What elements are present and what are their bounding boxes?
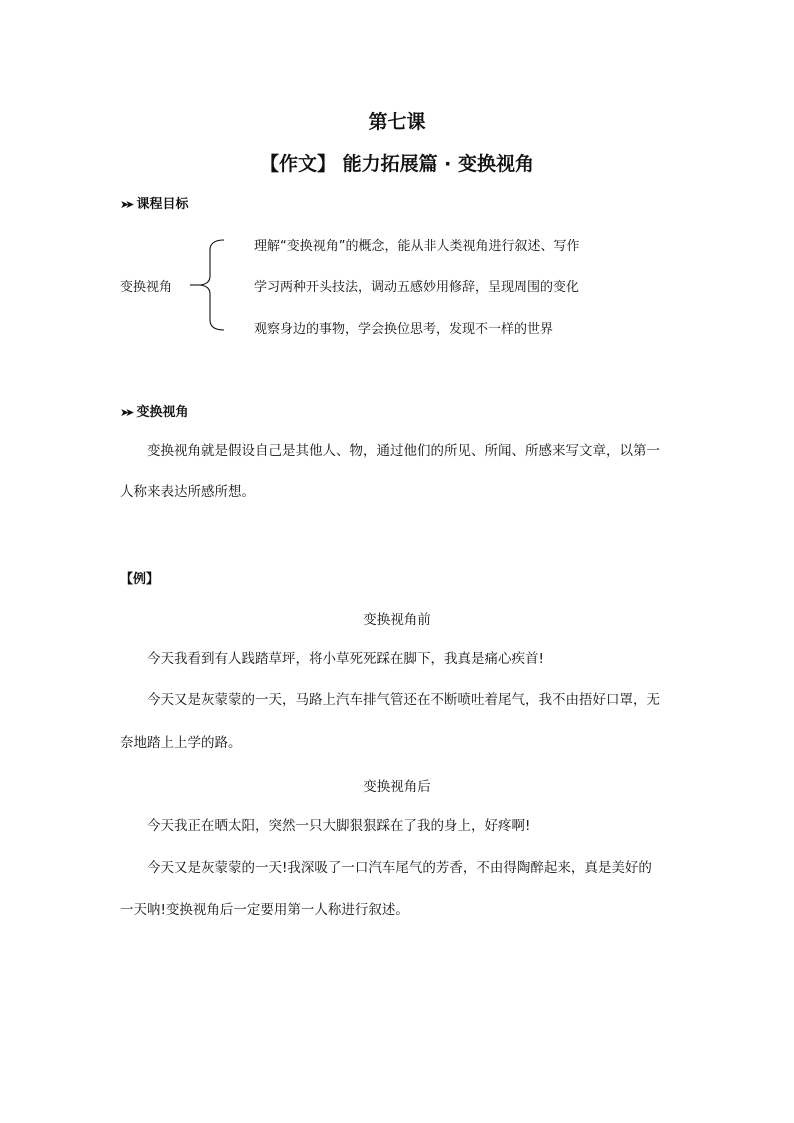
concept-line: 变换视角就是假设自己是其他人、物，通过他们的所见、所闻、所感来写文章，以第一 [147,443,660,459]
double-arrow-icon: ➤➤ [120,406,131,419]
objectives-heading-label: 课程目标 [136,197,189,212]
objective-item: 观察身边的事物，学会换位思考，发现不一样的世界 [254,322,554,337]
curly-brace-icon [188,238,228,332]
concept-heading-label: 变换视角 [136,405,189,420]
objectives-topic: 变换视角 [120,280,173,295]
example-paragraph: 今天我正在晒太阳，突然一只大脚狠狠踩在了我的身上，好疼啊! [147,818,531,834]
example-paragraph: 今天我看到有人践踏草坪，将小草死死踩在脚下，我真是痛心疾首! [147,651,544,667]
page-subtitle: 【作文】 能力拓展篇 · 变换视角 [259,153,535,175]
after-heading: 变换视角后 [363,779,431,795]
concept-line: 人称来表达所感所想。 [120,484,255,500]
example-paragraph-continued: 一天呐!变换视角后一定要用第一人称进行叙述。 [120,902,409,918]
example-paragraph: 今天又是灰蒙蒙的一天!我深吸了一口汽车尾气的芳香，不由得陶醉起来，真是美好的 [147,860,652,876]
page-title: 第七课 [368,111,426,133]
concept-heading [120,401,188,420]
example-paragraph-continued: 奈地踏上上学的路。 [120,735,242,751]
example-paragraph: 今天又是灰蒙蒙的一天，马路上汽车排气管还在不断喷吐着尾气，我不由捂好口罩，无 [147,692,660,708]
objective-item: 学习两种开头技法，调动五感妙用修辞，呈现周围的变化 [254,280,580,295]
double-arrow-icon: ➤➤ [120,198,131,211]
objectives-heading [120,193,188,212]
before-heading: 变换视角前 [363,612,431,628]
example-label: 【例】 [120,572,160,587]
objective-item: 理解“变换视角”的概念，能从非人类视角进行叙述、写作 [254,239,580,254]
